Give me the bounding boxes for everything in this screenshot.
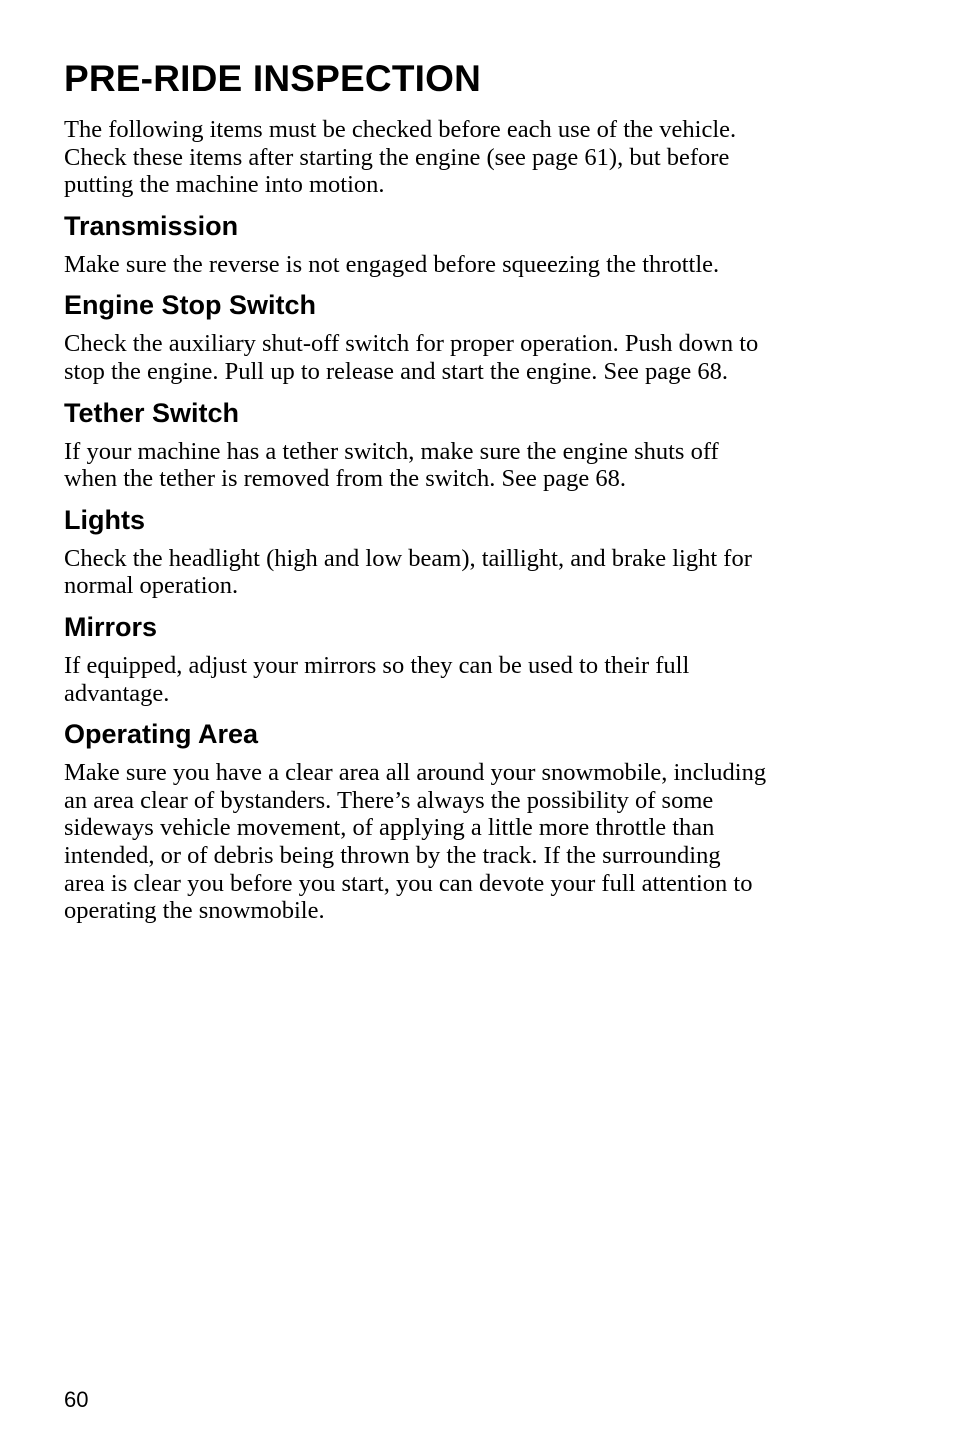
section-text-transmission: Make sure the reverse is not engaged before squeezing the throttle. (64, 250, 720, 278)
section-heading-operating-area: Operating Area (64, 719, 259, 750)
section-heading-engine-stop-switch: Engine Stop Switch (64, 290, 317, 321)
section-heading-mirrors: Mirrors (64, 611, 158, 642)
section-text-engine-stop-switch: Check the auxiliary shut-off switch for proper operation. Push down to stop the engine. Pull up to release and start the engine. See page 68. (64, 330, 759, 385)
intro-paragraph: The following items must be checked before each use of the vehicle. Check these items after starting the engine (see page 61), but before putting the machine into motion. (64, 116, 737, 199)
page-number: 60 (64, 1387, 89, 1412)
section-text-mirrors: If equipped, adjust your mirrors so they can be used to their full advantage. (64, 651, 690, 707)
page-title: PRE-RIDE INSPECTION (64, 58, 482, 99)
document-page (64, 56, 874, 925)
section-heading-tether-switch: Tether Switch (64, 397, 240, 428)
section-heading-lights: Lights (64, 504, 145, 535)
section-text-operating-area: Make sure you have a clear area all around your snowmobile, including an area clear of bystanders. There’s always the possibility of some sideways vehicle movement, of applying a little more throttle than intended, or of debris being thrown by the track. If the surrounding area is clear you before you start, you can devote your full attention to operating the snowmobile. (64, 759, 767, 925)
section-text-lights: Check the headlight (high and low beam), taillight, and brake light for normal operation. (64, 544, 752, 600)
section-heading-transmission: Transmission (64, 210, 239, 241)
section-text-tether-switch: If your machine has a tether switch, make sure the engine shuts off when the tether is removed from the switch. See page 68. (64, 437, 719, 493)
